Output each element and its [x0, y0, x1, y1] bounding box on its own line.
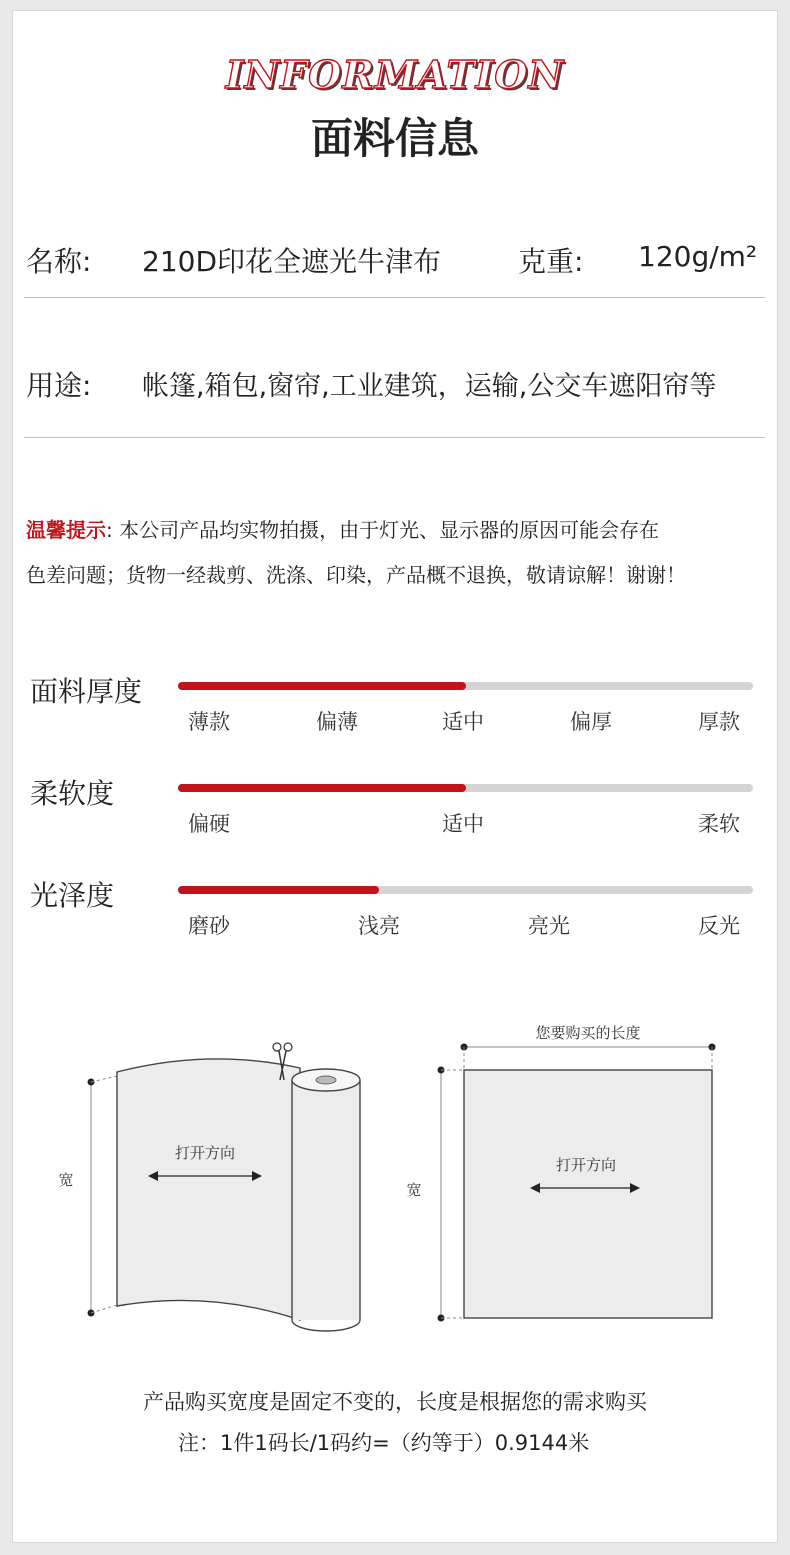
scale-fill: [178, 784, 466, 792]
tip-text-1: : 本公司产品均实物拍摄，由于灯光、显示器的原因可能会存在: [106, 518, 660, 542]
name-label: 名称:: [26, 245, 92, 278]
scale-tick-label: 亮光: [528, 914, 570, 938]
roll-core: [316, 1076, 336, 1084]
name-value: 210D印花全遮光牛津布: [142, 245, 442, 278]
scale-tick-label: 适中: [442, 710, 484, 734]
unrolled-fabric: [117, 1059, 300, 1320]
width-guide: [91, 1305, 117, 1313]
scale-label: 面料厚度: [30, 675, 143, 708]
divider: [24, 437, 765, 438]
usage-value: 帐篷,箱包,窗帘,工业建筑，运输,公交车遮阳帘等: [142, 371, 717, 402]
roll-body: [292, 1080, 360, 1320]
scale-tick-label: 薄款: [188, 710, 230, 734]
scale-tick-label: 厚款: [698, 710, 740, 734]
open-direction-label: 打开方向: [174, 1144, 236, 1162]
divider: [24, 297, 765, 298]
scale-tick-label: 偏薄: [316, 710, 358, 734]
scale-label: 光泽度: [30, 879, 115, 912]
info-title-cn: 面料信息: [310, 114, 479, 163]
weight-label: 克重:: [518, 245, 584, 278]
scale-tick-label: 反光: [698, 914, 740, 938]
scale-fill: [178, 682, 466, 690]
sheet-illustration: [406, 1024, 715, 1322]
info-title-en: INFORMATION: [225, 52, 565, 97]
tip-line-1: [26, 514, 659, 543]
scale-label: 柔软度: [30, 777, 115, 810]
width-label: 宽: [406, 1181, 422, 1199]
scale-fill: [178, 886, 379, 894]
scale-tick-label: 适中: [442, 812, 484, 836]
weight-value: 120g/m²: [638, 240, 758, 273]
usage-label: 用途:: [26, 369, 92, 402]
open-direction-label: 打开方向: [555, 1156, 617, 1174]
scale-tick-label: 浅亮: [358, 914, 400, 938]
purchase-note-2: 注：1件1码长/1码约=（约等于）0.9144米: [178, 1431, 590, 1455]
scale-tick-label: 磨砂: [188, 914, 230, 938]
width-label: 宽: [58, 1171, 74, 1189]
length-label: 您要购买的长度: [535, 1024, 641, 1042]
fabric-sheet: [464, 1070, 712, 1318]
purchase-note-1: 产品购买宽度是固定不变的，长度是根据您的需求购买: [143, 1390, 647, 1414]
scale-tick-label: 柔软: [698, 812, 740, 836]
scale-tick-label: 偏厚: [570, 710, 612, 734]
size-diagram: [0, 1010, 790, 1350]
scale-tick-label: 偏硬: [188, 812, 230, 836]
tip-line-2: 色差问题；货物一经裁剪、洗涤、印染，产品概不退换，敬请谅解！谢谢！: [26, 563, 686, 587]
roll-illustration: [58, 1043, 360, 1331]
width-guide: [91, 1076, 117, 1082]
tip-label: 温馨提示: [26, 518, 106, 542]
